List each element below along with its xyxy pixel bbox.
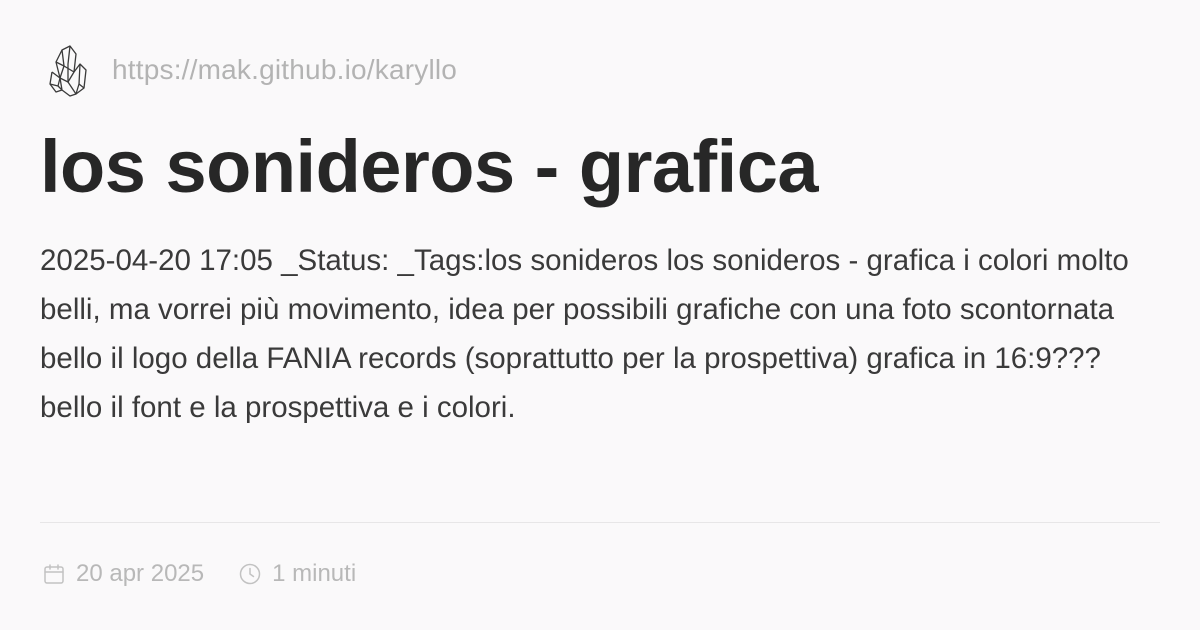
reading-time-text: 1 minuti [272, 560, 357, 587]
post-date-text: 20 apr 2025 [76, 560, 205, 587]
post-excerpt: 2025-04-20 17:05 _Status: _Tags:los sonideros los sonideros - grafica i colori molto belli, ma vorrei più movimento, idea per possibili grafiche con una foto scontornata bello il logo della FANIA records (soprattutto per la prospettiva) grafica in 16:9??? bello il font e la prospettiva e i colori. [40, 244, 1129, 424]
clock-icon [238, 562, 262, 586]
site-header [46, 40, 457, 100]
calendar-icon [42, 562, 66, 586]
crystal-icon [46, 42, 90, 98]
post-meta [42, 556, 356, 592]
reading-time [238, 560, 356, 588]
post-date [42, 560, 204, 588]
divider [40, 522, 1160, 523]
post-title: los sonideros - grafica [40, 125, 819, 208]
site-url[interactable]: https://mak.github.io/karyllo [112, 54, 458, 85]
